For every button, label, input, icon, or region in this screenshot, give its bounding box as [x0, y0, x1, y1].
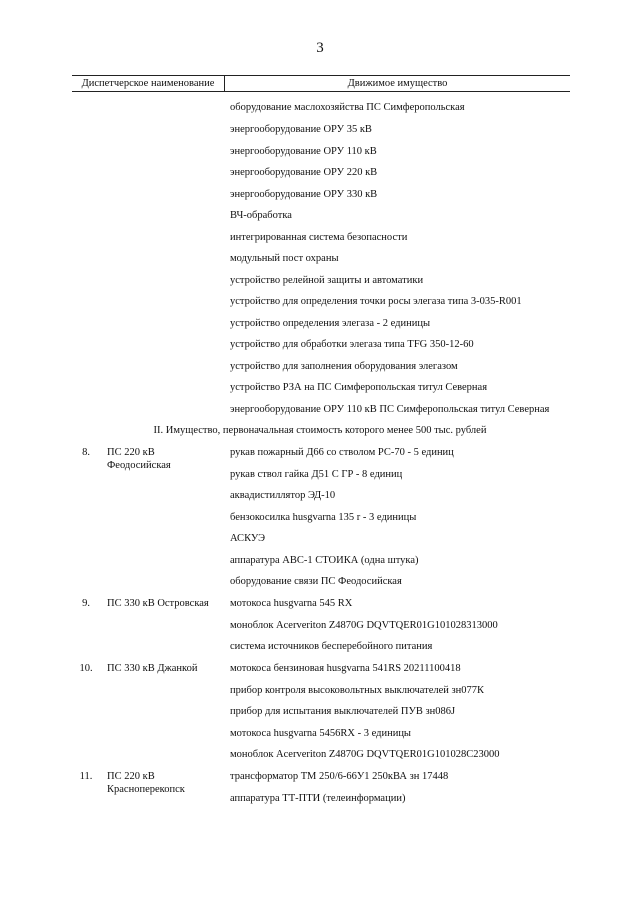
list-item: интегрированная система безопасности: [230, 232, 408, 243]
list-item: устройство для заполнения оборудования элегазом: [230, 361, 458, 372]
list-item: модульный пост охраны: [230, 253, 339, 264]
list-item: оборудование маслохозяйства ПС Симферопольская: [230, 102, 465, 113]
list-item: система источников бесперебойного питания: [230, 641, 433, 652]
list-item: энергооборудование ОРУ 330 кВ: [230, 189, 378, 200]
list-item: устройство определения элегаза - 2 единицы: [230, 318, 431, 329]
list-item: мотокоса husgvarna 545 RX: [230, 598, 353, 609]
list-item: ВЧ-обработка: [230, 210, 292, 221]
table-header: [72, 75, 570, 92]
list-item: аквадистиллятор ЭД-10: [230, 490, 336, 501]
list-item: прибор для испытания выключателей ПУВ зн086J: [230, 706, 456, 717]
list-item: устройство релейной защиты и автоматики: [230, 275, 424, 286]
list-item: рукав пожарный Д66 со стволом РС-70 - 5 единиц: [230, 447, 454, 458]
list-item: моноблок Acerveriton Z4870G DQVTQER01G101028313000: [230, 620, 498, 631]
entry-name-line: ПС 220 кВ: [107, 771, 155, 782]
entry-number: 8.: [82, 447, 90, 458]
list-item: энергооборудование ОРУ 110 кВ ПС Симферопольская титул Северная: [230, 404, 550, 415]
list-item: аппаратура ТТ-ПТИ (телеинформации): [230, 793, 406, 804]
header-movable-property: Движимое имущество: [347, 78, 448, 89]
entry-name-line: ПС 220 кВ: [107, 447, 155, 458]
list-item: энергооборудование ОРУ 35 кВ: [230, 124, 372, 135]
entry-number: 9.: [82, 598, 90, 609]
list-item: прибор контроля высоковольтных выключателей зн077К: [230, 685, 485, 696]
list-item: мотокоса husgvarna 5456RX - 3 единицы: [230, 728, 411, 739]
entry-name-line: Феодосийская: [107, 460, 171, 471]
list-item: устройство для определения точки росы элегаза типа 3-035-R001: [230, 296, 522, 307]
list-item: устройство для обработки элегаза типа TFG 350-12-60: [230, 339, 474, 350]
header-dispatch-name: Диспетчерское наименование: [81, 78, 215, 89]
list-item: трансформатор ТМ 250/6-66У1 250кВА зн 17448: [230, 771, 449, 782]
list-item: моноблок Acerveriton Z4870G DQVTQER01G101028C23000: [230, 749, 500, 760]
entry-number: 11.: [79, 771, 93, 782]
list-item: энергооборудование ОРУ 110 кВ: [230, 146, 377, 157]
entry-name-line: Красноперекопск: [107, 784, 185, 795]
entry-number: 10.: [79, 663, 93, 674]
list-item: АСКУЭ: [230, 533, 266, 544]
entry-name-line: ПС 330 кВ Джанкой: [107, 663, 198, 674]
page-number: 3: [316, 40, 324, 56]
list-item: энергооборудование ОРУ 220 кВ: [230, 167, 378, 178]
list-item: бензокосилка husgvarna 135 r - 3 единицы: [230, 512, 417, 523]
entry-name-line: ПС 330 кВ Островская: [107, 598, 209, 609]
list-item: оборудование связи ПС Феодосийская: [230, 576, 402, 587]
list-item: рукав ствол гайка Д51 С ГР - 8 единиц: [230, 469, 403, 480]
section-title: II. Имущество, первоначальная стоимость которого менее 500 тыс. рублей: [153, 425, 487, 436]
list-item: мотокоса бензиновая husgvarna 541RS 20211100418: [230, 663, 461, 674]
list-item: аппаратура АВС-1 СТОИКА (одна штука): [230, 555, 419, 566]
list-item: устройство РЗА на ПС Симферопольская титул Северная: [230, 382, 488, 393]
